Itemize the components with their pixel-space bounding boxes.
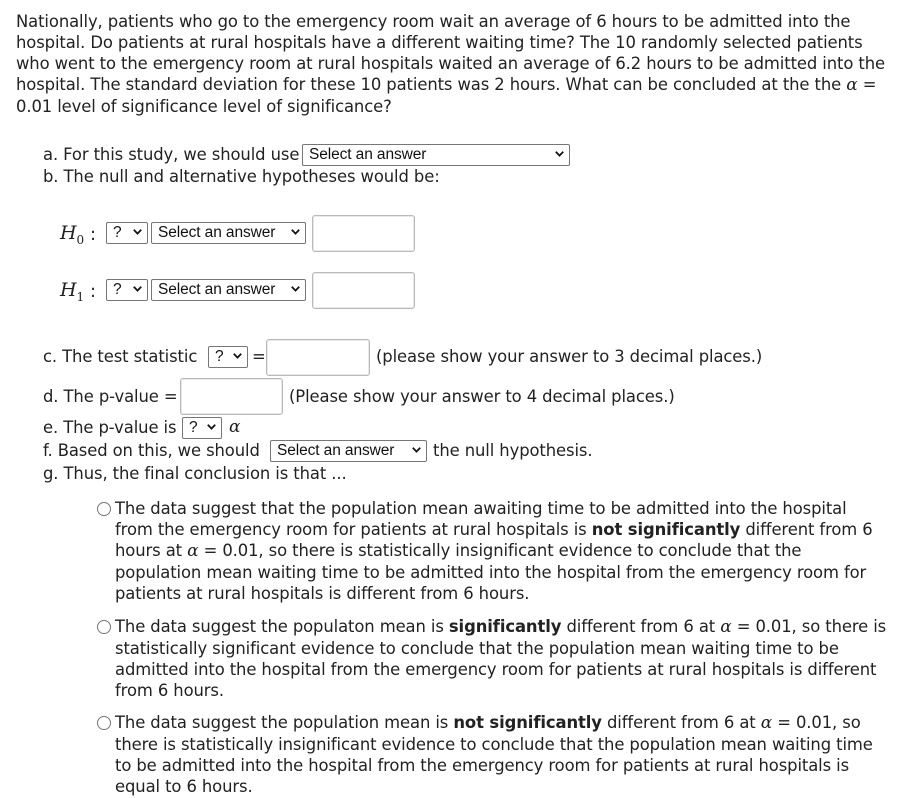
decision-select[interactable] [270, 440, 427, 462]
option-line: admitted into the hospital from the emergency room for patients at rural hospitals is different [115, 660, 877, 679]
option-line: from the emergency room for patients at rural hospitals is not significantly different from 6 [115, 520, 873, 539]
option-line: The data suggest that the population mean awaiting time to be admitted into the hospital [115, 499, 847, 518]
emphasis: not significantly [591, 520, 741, 539]
conclusion-option-1[interactable] [115, 498, 895, 604]
test-statistic-equals: = [252, 347, 266, 366]
emphasis: significantly [448, 617, 562, 636]
h1-operator-value: ? [113, 281, 122, 298]
question-line: who went to the emergency room at rural hospitals waited an average of 6.2 hours to be admitted into the [16, 54, 886, 73]
option-line: there is statistically insignificant evidence to conclude that the population mean waiting time [115, 735, 873, 754]
h1-parameter-value: Select an answer [158, 281, 276, 298]
test-statistic-select-value: ? [215, 348, 224, 365]
conclusion-radio-2[interactable] [97, 620, 111, 634]
part-d-label: d. The p-value = [43, 387, 178, 406]
chevron-down-icon [133, 229, 142, 235]
test-statistic-hint: (please show your answer to 3 decimal places.) [376, 347, 763, 366]
h0-parameter-value: Select an answer [158, 224, 276, 241]
option-line: population mean waiting time to be admitted into the hospital from the emergency room for [115, 563, 867, 582]
part-f-suffix: the null hypothesis. [433, 441, 593, 460]
p-value-hint: (Please show your answer to 4 decimal places.) [289, 387, 675, 406]
chevron-down-icon [555, 151, 564, 157]
p-value-input[interactable] [180, 378, 283, 415]
chevron-down-icon [291, 229, 300, 235]
part-c-label: c. The test statistic [43, 347, 198, 366]
question-line: hospital. The standard deviation for these 10 patients was 2 hours. What can be concluded at the the α = [16, 75, 877, 95]
chevron-down-icon [207, 424, 216, 430]
conclusion-option-3[interactable] [115, 712, 895, 797]
alpha-symbol: α [187, 541, 199, 561]
option-line: statistically significant evidence to conclude that the population mean waiting time to be [115, 639, 839, 658]
part-e-label: e. The p-value is [43, 418, 177, 437]
h0-operator-select[interactable] [106, 222, 148, 244]
option-line: The data suggest the population mean is not significantly different from 6 at α = 0.01, so [115, 713, 861, 733]
h0-parameter-select[interactable] [151, 222, 306, 244]
h0-letter: H [60, 222, 77, 244]
emphasis: not significantly [453, 713, 602, 732]
option-line: to be admitted into the hospital from the emergency room for patients at rural hospitals is [115, 756, 850, 775]
conclusion-radio-3[interactable] [97, 716, 111, 730]
test-type-select[interactable] [302, 144, 570, 166]
h0-operator-value: ? [113, 224, 122, 241]
chevron-down-icon [412, 447, 421, 453]
conclusion-radio-1[interactable] [97, 502, 111, 516]
h1-symbol [60, 279, 84, 304]
p-value-comparison-value: ? [189, 419, 198, 436]
question-line: hospital. Do patients at rural hospitals have a different waiting time? The 10 randomly selected patients [16, 33, 863, 52]
alpha-symbol: α [760, 713, 773, 733]
option-line: hours at α = 0.01, so there is statistically insignificant evidence to conclude that the [115, 541, 802, 561]
h0-subscript: 0 [76, 232, 85, 247]
chevron-down-icon [133, 286, 142, 292]
option-line: The data suggest the populaton mean is significantly different from 6 at α = 0.01, so there is [115, 617, 887, 637]
decision-select-value: Select an answer [277, 442, 395, 459]
chevron-down-icon [291, 286, 300, 292]
h1-subscript: 1 [76, 289, 85, 304]
question-line: 0.01 level of significance level of significance? [16, 97, 392, 116]
h1-colon: : [90, 281, 96, 302]
h1-letter: H [60, 279, 77, 301]
option-line: from 6 hours. [115, 681, 224, 700]
question-text [16, 11, 896, 117]
h1-parameter-select[interactable] [151, 279, 306, 301]
test-statistic-select[interactable] [208, 346, 248, 368]
h1-operator-select[interactable] [106, 279, 148, 301]
part-f-label: f. Based on this, we should [43, 441, 260, 460]
option-line: patients at rural hospitals is different from 6 hours. [115, 584, 530, 603]
alpha-symbol: α [720, 617, 732, 637]
chevron-down-icon [233, 353, 242, 359]
alpha-symbol: α [846, 75, 858, 95]
p-value-comparison-select[interactable] [182, 417, 222, 439]
h0-colon: : [90, 224, 96, 245]
conclusion-option-2[interactable] [115, 616, 895, 701]
question-line: Nationally, patients who go to the emergency room wait an average of 6 hours to be admitted into the [16, 12, 851, 31]
option-line: equal to 6 hours. [115, 777, 253, 796]
h1-value-input[interactable] [312, 272, 415, 309]
h0-symbol [60, 222, 84, 247]
test-type-select-value: Select an answer [309, 146, 427, 163]
part-a-label: a. For this study, we should use [43, 145, 300, 164]
part-b-label: b. The null and alternative hypotheses would be: [43, 167, 440, 186]
part-g-label: g. Thus, the final conclusion is that ... [43, 464, 347, 483]
h0-value-input[interactable] [312, 215, 415, 252]
test-statistic-input[interactable] [266, 339, 370, 376]
alpha-symbol: α [229, 417, 241, 437]
